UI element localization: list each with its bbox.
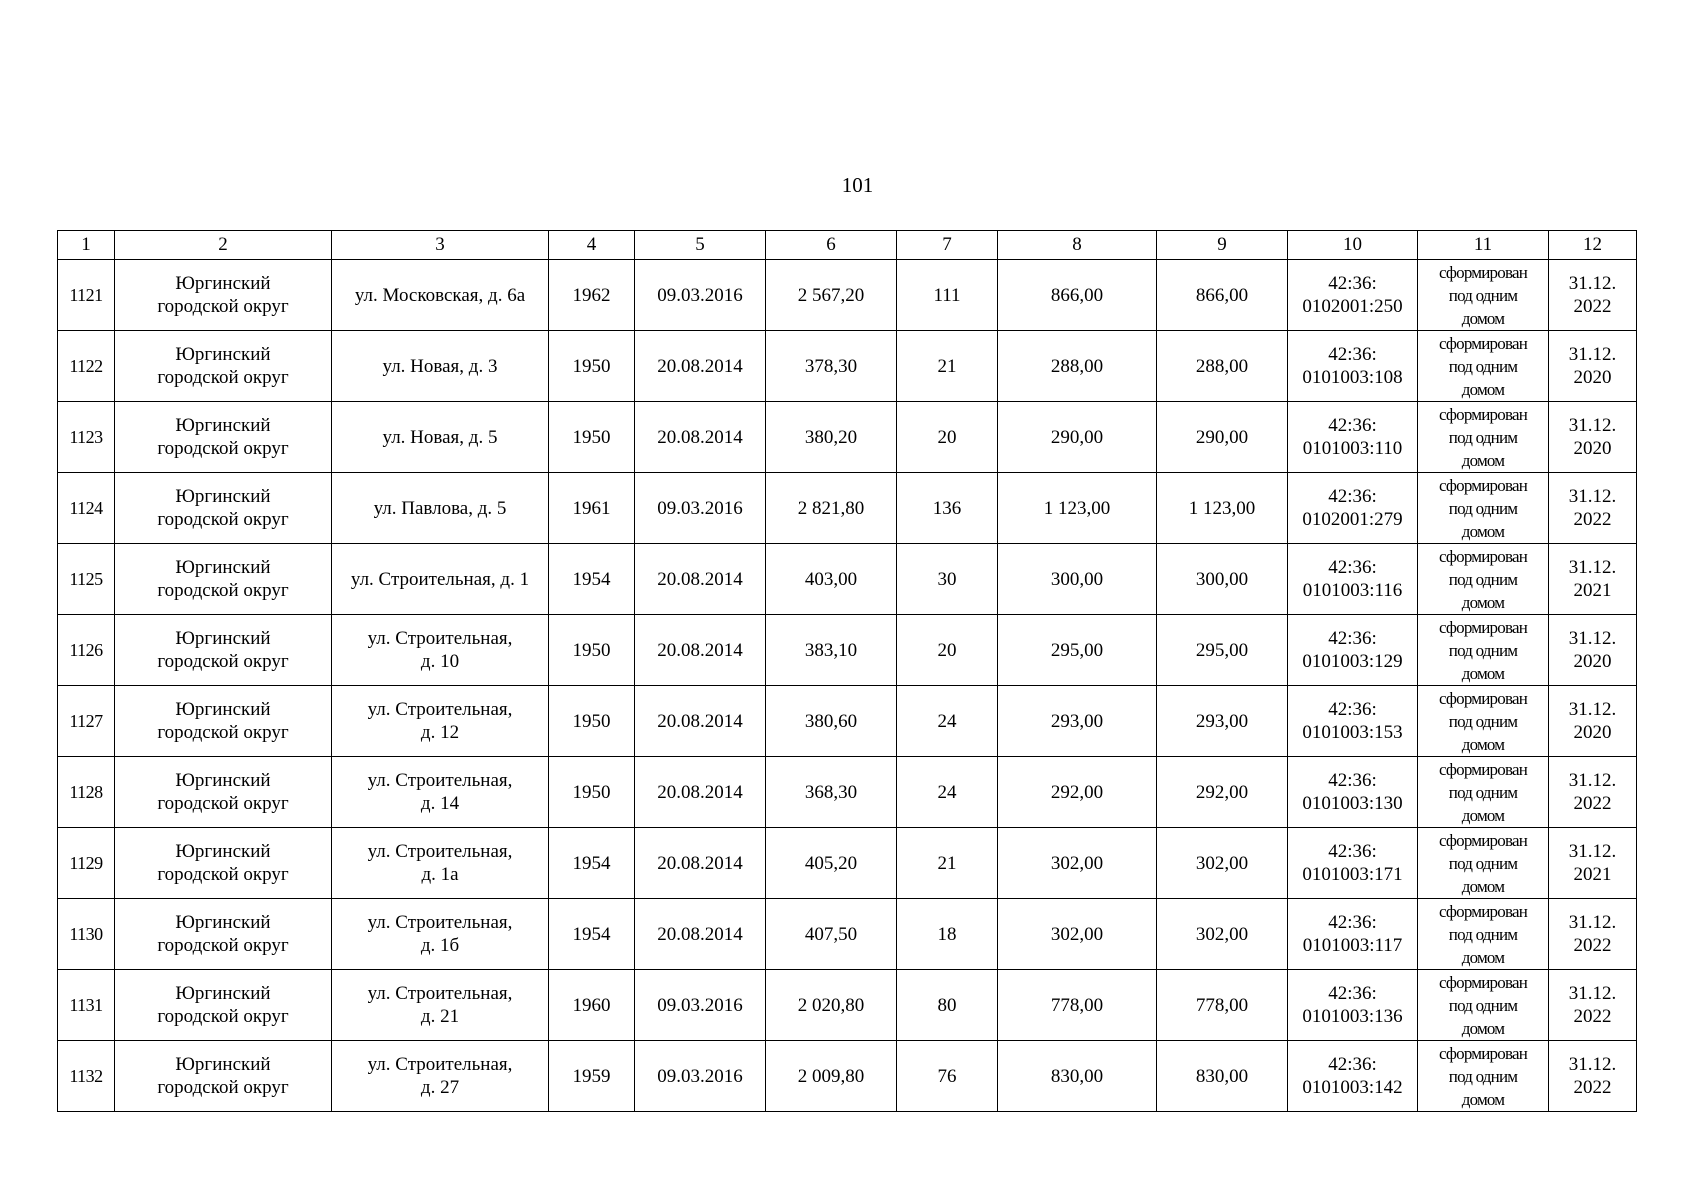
cadastral-number-cell-line: 0101003:171: [1302, 864, 1403, 885]
deadline-cell-line: 31.12.: [1568, 912, 1617, 933]
plot-status-cell: [1418, 899, 1549, 970]
plot-area-cell: 293,00: [998, 686, 1157, 757]
address-cell-line: д. 10: [420, 651, 460, 672]
row-number: 1123: [58, 402, 115, 473]
plot-area-cell: 300,00: [998, 544, 1157, 615]
cadastral-number-cell: [1288, 544, 1418, 615]
address-cell-line: ул. Строительная,: [367, 628, 513, 649]
column-header: 8: [998, 231, 1157, 260]
plot-status-cell-line: сформирован: [1438, 404, 1527, 424]
plot-area-2-cell: 830,00: [1157, 1041, 1288, 1112]
address-cell-line: д. 1б: [420, 935, 460, 956]
residents-cell: 24: [897, 686, 998, 757]
area-cell: 405,20: [766, 828, 897, 899]
deadline-cell: [1549, 1041, 1637, 1112]
column-header: 5: [635, 231, 766, 260]
cadastral-number-cell-line: 0101003:116: [1302, 580, 1403, 601]
area-cell: 380,60: [766, 686, 897, 757]
cadastral-number-cell-line: 42:36:: [1328, 770, 1377, 791]
address-cell-line: д. 21: [420, 1006, 460, 1027]
municipality-cell-line: Юргинский: [175, 344, 271, 365]
cadastral-number-cell: [1288, 1041, 1418, 1112]
deadline-cell-line: 31.12.: [1568, 1054, 1617, 1075]
deadline-cell-line: 31.12.: [1568, 841, 1617, 862]
year-cell: 1950: [549, 757, 635, 828]
deadline-cell: [1549, 686, 1637, 757]
area-cell: 403,00: [766, 544, 897, 615]
residents-cell: 20: [897, 615, 998, 686]
table-row: [58, 899, 1637, 970]
table-row: [58, 544, 1637, 615]
municipality-cell-line: Юргинский: [175, 628, 271, 649]
cadastral-number-cell: [1288, 970, 1418, 1041]
address-cell-line: ул. Новая, д. 3: [382, 355, 498, 377]
area-cell: 380,20: [766, 402, 897, 473]
deadline-cell: [1549, 473, 1637, 544]
row-number: 1126: [58, 615, 115, 686]
address-cell-line: ул. Павлова, д. 5: [373, 497, 507, 519]
plot-status-cell-line: домом: [1461, 876, 1505, 896]
deadline-cell: [1549, 899, 1637, 970]
residents-cell: 136: [897, 473, 998, 544]
municipality-cell-line: городской округ: [157, 509, 289, 530]
plot-area-cell: 302,00: [998, 828, 1157, 899]
cadastral-number-cell-line: 0101003:142: [1302, 1077, 1403, 1098]
plot-status-cell-line: сформирован: [1438, 333, 1527, 353]
plot-status-cell: [1418, 828, 1549, 899]
table-row: [58, 686, 1637, 757]
deadline-cell-line: 31.12.: [1568, 628, 1617, 649]
cadastral-number-cell: [1288, 260, 1418, 331]
plot-status-cell-line: сформирован: [1438, 546, 1527, 566]
row-number: 1124: [58, 473, 115, 544]
cadastral-number-cell: [1288, 757, 1418, 828]
address-cell: [332, 402, 549, 473]
area-cell: 383,10: [766, 615, 897, 686]
deadline-cell-line: 2022: [1573, 296, 1612, 317]
cadastral-number-cell-line: 42:36:: [1328, 344, 1377, 365]
plot-status-cell: [1418, 402, 1549, 473]
plot-area-cell: 778,00: [998, 970, 1157, 1041]
municipality-cell: [115, 544, 332, 615]
plot-status-cell-line: домом: [1461, 947, 1505, 967]
plot-status-cell-line: под одним: [1448, 1066, 1518, 1086]
municipality-cell-line: Юргинский: [175, 983, 271, 1004]
area-cell: 2 009,80: [766, 1041, 897, 1112]
table-row: [58, 970, 1637, 1041]
deadline-cell-line: 2022: [1573, 935, 1612, 956]
cadastral-number-cell-line: 42:36:: [1328, 699, 1377, 720]
deadline-cell-line: 2022: [1573, 509, 1612, 530]
area-cell: 2 020,80: [766, 970, 897, 1041]
residents-cell: 76: [897, 1041, 998, 1112]
year-cell: 1950: [549, 686, 635, 757]
cadastral-number-cell: [1288, 828, 1418, 899]
plot-area-2-cell: 866,00: [1157, 260, 1288, 331]
residents-cell: 111: [897, 260, 998, 331]
address-cell-line: ул. Строительная,: [367, 699, 513, 720]
plot-status-cell: [1418, 686, 1549, 757]
table-row: [58, 757, 1637, 828]
cadastral-number-cell-line: 42:36:: [1328, 628, 1377, 649]
address-cell-line: ул. Строительная,: [367, 1054, 513, 1075]
year-cell: 1954: [549, 544, 635, 615]
address-cell-line: ул. Строительная,: [367, 983, 513, 1004]
residents-cell: 24: [897, 757, 998, 828]
deadline-cell-line: 31.12.: [1568, 486, 1617, 507]
municipality-cell: [115, 615, 332, 686]
column-header: 2: [115, 231, 332, 260]
table-row: [58, 260, 1637, 331]
municipality-cell-line: городской округ: [157, 367, 289, 388]
address-cell-line: ул. Строительная,: [367, 912, 513, 933]
address-cell: [332, 828, 549, 899]
plot-status-cell: [1418, 544, 1549, 615]
cadastral-number-cell: [1288, 615, 1418, 686]
plot-status-cell-line: домом: [1461, 592, 1505, 612]
plot-status-cell-line: сформирован: [1438, 830, 1527, 850]
deadline-cell: [1549, 615, 1637, 686]
plot-status-cell-line: под одним: [1448, 285, 1518, 305]
deadline-cell: [1549, 757, 1637, 828]
deadline-cell-line: 2022: [1573, 1006, 1612, 1027]
residents-cell: 21: [897, 331, 998, 402]
area-cell: 378,30: [766, 331, 897, 402]
year-cell: 1950: [549, 331, 635, 402]
plot-area-2-cell: 302,00: [1157, 899, 1288, 970]
municipality-cell-line: городской округ: [157, 651, 289, 672]
municipality-cell-line: Юргинский: [175, 841, 271, 862]
deadline-cell: [1549, 260, 1637, 331]
plot-status-cell-line: домом: [1461, 521, 1505, 541]
municipality-cell-line: Юргинский: [175, 699, 271, 720]
cadastral-number-cell-line: 0101003:153: [1302, 722, 1403, 743]
plot-area-cell: 288,00: [998, 331, 1157, 402]
cadastral-number-cell: [1288, 473, 1418, 544]
row-number: 1130: [58, 899, 115, 970]
plot-status-cell-line: домом: [1461, 379, 1505, 399]
cadastral-number-cell-line: 42:36:: [1328, 273, 1377, 294]
row-number: 1122: [58, 331, 115, 402]
plot-status-cell-line: под одним: [1448, 356, 1518, 376]
plot-area-2-cell: 292,00: [1157, 757, 1288, 828]
deadline-cell: [1549, 402, 1637, 473]
address-cell-line: ул. Строительная,: [367, 770, 513, 791]
row-number: 1129: [58, 828, 115, 899]
date-cell: 20.08.2014: [635, 757, 766, 828]
row-number: 1131: [58, 970, 115, 1041]
year-cell: 1950: [549, 615, 635, 686]
plot-status-cell: [1418, 757, 1549, 828]
plot-status-cell-line: домом: [1461, 450, 1505, 470]
municipality-cell-line: Юргинский: [175, 486, 271, 507]
year-cell: 1950: [549, 402, 635, 473]
deadline-cell: [1549, 970, 1637, 1041]
address-cell: [332, 615, 549, 686]
address-cell-line: д. 12: [420, 722, 460, 743]
residents-cell: 18: [897, 899, 998, 970]
cadastral-number-cell: [1288, 899, 1418, 970]
column-header: 9: [1157, 231, 1288, 260]
deadline-cell: [1549, 331, 1637, 402]
table-row: [58, 402, 1637, 473]
date-cell: 09.03.2016: [635, 260, 766, 331]
date-cell: 20.08.2014: [635, 402, 766, 473]
plot-area-cell: 830,00: [998, 1041, 1157, 1112]
plot-status-cell-line: под одним: [1448, 782, 1518, 802]
plot-area-cell: 302,00: [998, 899, 1157, 970]
municipality-cell: [115, 757, 332, 828]
plot-status-cell: [1418, 1041, 1549, 1112]
plot-status-cell-line: под одним: [1448, 569, 1518, 589]
municipality-cell: [115, 402, 332, 473]
municipality-cell: [115, 1041, 332, 1112]
deadline-cell: [1549, 828, 1637, 899]
plot-status-cell-line: сформирован: [1438, 759, 1527, 779]
cadastral-number-cell-line: 42:36:: [1328, 557, 1377, 578]
plot-status-cell: [1418, 473, 1549, 544]
plot-status-cell: [1418, 331, 1549, 402]
table-body: [58, 231, 1637, 1112]
residents-cell: 80: [897, 970, 998, 1041]
plot-status-cell-line: под одним: [1448, 924, 1518, 944]
date-cell: 20.08.2014: [635, 686, 766, 757]
area-cell: 368,30: [766, 757, 897, 828]
plot-status-cell-line: сформирован: [1438, 688, 1527, 708]
plot-status-cell-line: сформирован: [1438, 901, 1527, 921]
plot-status-cell-line: домом: [1461, 663, 1505, 683]
plot-area-cell: 1 123,00: [998, 473, 1157, 544]
plot-status-cell-line: домом: [1461, 805, 1505, 825]
cadastral-number-cell-line: 42:36:: [1328, 841, 1377, 862]
address-cell-line: ул. Московская, д. 6а: [354, 284, 526, 306]
address-cell: [332, 757, 549, 828]
municipality-cell: [115, 970, 332, 1041]
deadline-cell-line: 2020: [1573, 722, 1612, 743]
cadastral-number-cell-line: 42:36:: [1328, 983, 1377, 1004]
municipality-cell: [115, 899, 332, 970]
area-cell: 2 567,20: [766, 260, 897, 331]
date-cell: 20.08.2014: [635, 828, 766, 899]
municipality-cell-line: Юргинский: [175, 415, 271, 436]
plot-status-cell-line: под одним: [1448, 427, 1518, 447]
deadline-cell-line: 2020: [1573, 438, 1612, 459]
cadastral-number-cell-line: 42:36:: [1328, 415, 1377, 436]
deadline-cell-line: 2020: [1573, 367, 1612, 388]
address-cell-line: ул. Новая, д. 5: [382, 426, 498, 448]
date-cell: 20.08.2014: [635, 331, 766, 402]
municipality-cell-line: городской округ: [157, 935, 289, 956]
plot-area-2-cell: 302,00: [1157, 828, 1288, 899]
table-row: [58, 331, 1637, 402]
plot-area-cell: 292,00: [998, 757, 1157, 828]
cadastral-number-cell-line: 0101003:110: [1302, 438, 1403, 459]
deadline-cell-line: 2021: [1573, 864, 1612, 885]
deadline-cell-line: 31.12.: [1568, 344, 1617, 365]
cadastral-number-cell-line: 0101003:108: [1302, 367, 1403, 388]
deadline-cell-line: 31.12.: [1568, 699, 1617, 720]
plot-status-cell-line: домом: [1461, 734, 1505, 754]
year-cell: 1961: [549, 473, 635, 544]
residents-cell: 20: [897, 402, 998, 473]
cadastral-number-cell-line: 0101003:136: [1302, 1006, 1403, 1027]
deadline-cell-line: 31.12.: [1568, 983, 1617, 1004]
year-cell: 1954: [549, 899, 635, 970]
plot-status-cell-line: под одним: [1448, 640, 1518, 660]
deadline-cell-line: 31.12.: [1568, 557, 1617, 578]
municipality-cell: [115, 331, 332, 402]
row-number: 1125: [58, 544, 115, 615]
address-cell: [332, 473, 549, 544]
municipality-cell-line: городской округ: [157, 296, 289, 317]
date-cell: 20.08.2014: [635, 544, 766, 615]
column-header: 12: [1549, 231, 1637, 260]
plot-status-cell: [1418, 970, 1549, 1041]
address-cell: [332, 331, 549, 402]
plot-status-cell-line: домом: [1461, 1018, 1505, 1038]
column-header: 4: [549, 231, 635, 260]
residents-cell: 21: [897, 828, 998, 899]
row-number: 1127: [58, 686, 115, 757]
municipality-cell-line: городской округ: [157, 793, 289, 814]
municipality-cell-line: городской округ: [157, 864, 289, 885]
cadastral-number-cell-line: 0101003:130: [1302, 793, 1403, 814]
plot-area-2-cell: 288,00: [1157, 331, 1288, 402]
municipality-cell-line: Юргинский: [175, 273, 271, 294]
address-cell-line: д. 1а: [421, 864, 459, 885]
cadastral-number-cell: [1288, 402, 1418, 473]
cadastral-number-cell: [1288, 331, 1418, 402]
column-header: 6: [766, 231, 897, 260]
municipality-cell-line: Юргинский: [175, 1054, 271, 1075]
plot-status-cell-line: домом: [1461, 308, 1505, 328]
residents-cell: 30: [897, 544, 998, 615]
column-header: 3: [332, 231, 549, 260]
address-cell: [332, 899, 549, 970]
table-row: [58, 1041, 1637, 1112]
municipality-cell-line: Юргинский: [175, 912, 271, 933]
address-cell: [332, 544, 549, 615]
address-cell: [332, 260, 549, 331]
plot-status-cell-line: сформирован: [1438, 1043, 1527, 1063]
municipality-cell-line: городской округ: [157, 1077, 289, 1098]
area-cell: 2 821,80: [766, 473, 897, 544]
row-number: 1121: [58, 260, 115, 331]
column-header: 7: [897, 231, 998, 260]
deadline-cell-line: 2022: [1573, 1077, 1612, 1098]
cadastral-number-cell-line: 0102001:250: [1302, 296, 1403, 317]
address-cell: [332, 970, 549, 1041]
plot-status-cell-line: сформирован: [1438, 972, 1527, 992]
address-cell: [332, 686, 549, 757]
cadastral-number-cell-line: 42:36:: [1328, 486, 1377, 507]
plot-area-cell: 866,00: [998, 260, 1157, 331]
housing-registry-table: [57, 230, 1637, 1112]
plot-area-2-cell: 295,00: [1157, 615, 1288, 686]
address-cell: [332, 1041, 549, 1112]
plot-status-cell-line: под одним: [1448, 853, 1518, 873]
municipality-cell: [115, 686, 332, 757]
plot-area-2-cell: 778,00: [1157, 970, 1288, 1041]
column-header: 10: [1288, 231, 1418, 260]
date-cell: 09.03.2016: [635, 970, 766, 1041]
table-row: [58, 615, 1637, 686]
plot-status-cell-line: домом: [1461, 1089, 1505, 1109]
deadline-cell-line: 2021: [1573, 580, 1612, 601]
plot-area-2-cell: 293,00: [1157, 686, 1288, 757]
deadline-cell-line: 31.12.: [1568, 415, 1617, 436]
address-cell-line: д. 14: [420, 793, 460, 814]
address-cell-line: д. 27: [420, 1077, 460, 1098]
plot-status-cell: [1418, 260, 1549, 331]
plot-status-cell: [1418, 615, 1549, 686]
deadline-cell-line: 31.12.: [1568, 770, 1617, 791]
plot-status-cell-line: под одним: [1448, 711, 1518, 731]
address-cell-line: ул. Строительная,: [367, 841, 513, 862]
column-header: 11: [1418, 231, 1549, 260]
cadastral-number-cell-line: 0102001:279: [1302, 509, 1403, 530]
municipality-cell-line: городской округ: [157, 1006, 289, 1027]
plot-status-cell-line: под одним: [1448, 498, 1518, 518]
plot-area-2-cell: 300,00: [1157, 544, 1288, 615]
table-row: [58, 828, 1637, 899]
date-cell: 20.08.2014: [635, 899, 766, 970]
row-number: 1132: [58, 1041, 115, 1112]
plot-status-cell-line: сформирован: [1438, 475, 1527, 495]
municipality-cell: [115, 260, 332, 331]
cadastral-number-cell-line: 42:36:: [1328, 1054, 1377, 1075]
year-cell: 1959: [549, 1041, 635, 1112]
deadline-cell: [1549, 544, 1637, 615]
year-cell: 1962: [549, 260, 635, 331]
plot-status-cell-line: сформирован: [1438, 262, 1527, 282]
municipality-cell-line: городской округ: [157, 722, 289, 743]
plot-area-cell: 295,00: [998, 615, 1157, 686]
municipality-cell-line: городской округ: [157, 580, 289, 601]
cadastral-number-cell-line: 42:36:: [1328, 912, 1377, 933]
date-cell: 09.03.2016: [635, 1041, 766, 1112]
date-cell: 20.08.2014: [635, 615, 766, 686]
deadline-cell-line: 2022: [1573, 793, 1612, 814]
deadline-cell-line: 31.12.: [1568, 273, 1617, 294]
cadastral-number-cell-line: 0101003:117: [1302, 935, 1403, 956]
page-number: 101: [841, 173, 874, 197]
date-cell: 09.03.2016: [635, 473, 766, 544]
plot-area-cell: 290,00: [998, 402, 1157, 473]
deadline-cell-line: 2020: [1573, 651, 1612, 672]
row-number: 1128: [58, 757, 115, 828]
column-header: 1: [58, 231, 115, 260]
plot-status-cell-line: сформирован: [1438, 617, 1527, 637]
cadastral-number-cell-line: 0101003:129: [1302, 651, 1403, 672]
municipality-cell: [115, 828, 332, 899]
cadastral-number-cell: [1288, 686, 1418, 757]
municipality-cell-line: Юргинский: [175, 557, 271, 578]
table-row: [58, 473, 1637, 544]
municipality-cell: [115, 473, 332, 544]
plot-area-2-cell: 1 123,00: [1157, 473, 1288, 544]
address-cell-line: ул. Строительная, д. 1: [350, 568, 530, 590]
plot-status-cell-line: под одним: [1448, 995, 1518, 1015]
year-cell: 1960: [549, 970, 635, 1041]
municipality-cell-line: Юргинский: [175, 770, 271, 791]
area-cell: 407,50: [766, 899, 897, 970]
column-number-row: [58, 231, 1637, 260]
plot-area-2-cell: 290,00: [1157, 402, 1288, 473]
municipality-cell-line: городской округ: [157, 438, 289, 459]
year-cell: 1954: [549, 828, 635, 899]
